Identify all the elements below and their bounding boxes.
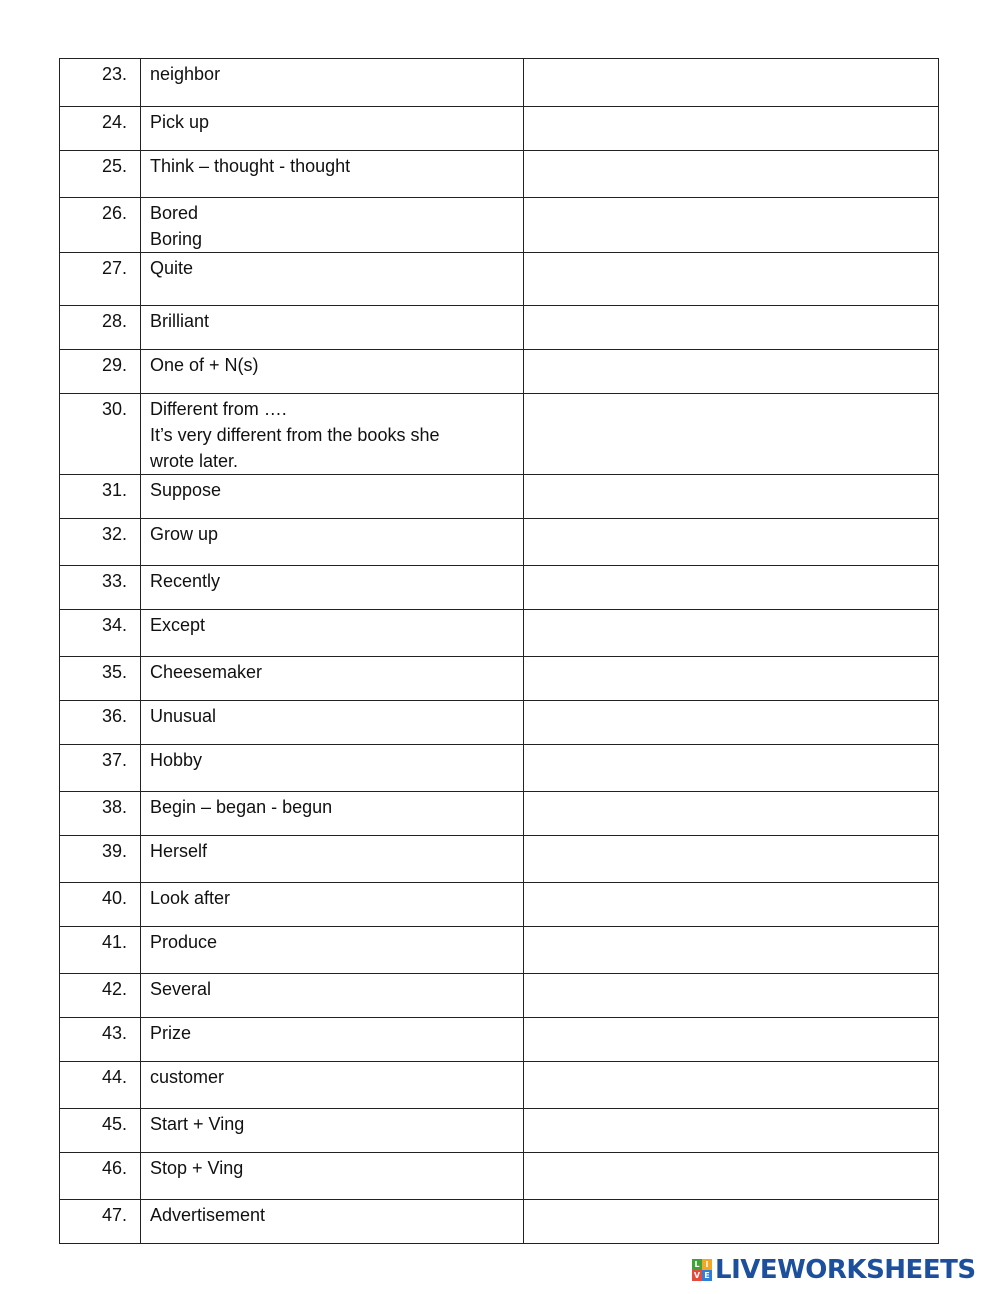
vocabulary-term — [141, 1153, 524, 1200]
table-row — [60, 974, 939, 1018]
vocabulary-term — [141, 253, 524, 306]
item-number: 26. — [60, 198, 141, 253]
answer-cell — [524, 1109, 939, 1153]
item-number: 38. — [60, 792, 141, 836]
vocabulary-term — [141, 883, 524, 927]
logo-badge-square: V — [693, 1271, 701, 1280]
table-row — [60, 306, 939, 350]
vocabulary-term — [141, 1109, 524, 1153]
item-number: 36. — [60, 701, 141, 745]
answer-cell — [524, 792, 939, 836]
term-line: Hobby — [150, 750, 203, 770]
term-line: Boring — [150, 229, 203, 249]
term-line: Pick up — [150, 112, 210, 132]
vocabulary-term — [141, 657, 524, 701]
logo-badge-icon — [692, 1259, 712, 1281]
vocabulary-term — [141, 566, 524, 610]
item-number: 28. — [60, 306, 141, 350]
vocabulary-term — [141, 306, 524, 350]
answer-cell — [524, 198, 939, 253]
vocabulary-term — [141, 974, 524, 1018]
answer-cell — [524, 1018, 939, 1062]
answer-cell — [524, 657, 939, 701]
worksheet-page — [59, 58, 938, 1244]
vocabulary-table-body — [60, 59, 939, 1244]
item-number: 32. — [60, 519, 141, 566]
vocabulary-term — [141, 59, 524, 107]
term-line: wrote later. — [150, 451, 239, 471]
term-line: Herself — [150, 841, 208, 861]
item-number: 23. — [60, 59, 141, 107]
table-row — [60, 836, 939, 883]
table-row — [60, 475, 939, 519]
vocabulary-term — [141, 350, 524, 394]
table-row — [60, 350, 939, 394]
term-line: Brilliant — [150, 311, 210, 331]
item-number: 41. — [60, 927, 141, 974]
item-number: 33. — [60, 566, 141, 610]
table-row — [60, 566, 939, 610]
answer-cell — [524, 107, 939, 151]
answer-cell — [524, 566, 939, 610]
vocabulary-term — [141, 792, 524, 836]
answer-cell — [524, 836, 939, 883]
term-line: Look after — [150, 888, 231, 908]
table-row — [60, 1018, 939, 1062]
logo-wordmark: LIVEWORKSHEETS — [715, 1255, 976, 1285]
item-number: 44. — [60, 1062, 141, 1109]
vocabulary-table — [59, 58, 939, 1244]
term-line: customer — [150, 1067, 225, 1087]
vocabulary-term — [141, 519, 524, 566]
answer-cell — [524, 974, 939, 1018]
answer-cell — [524, 306, 939, 350]
table-row — [60, 107, 939, 151]
item-number: 24. — [60, 107, 141, 151]
table-row — [60, 610, 939, 657]
item-number: 30. — [60, 394, 141, 475]
vocabulary-term — [141, 394, 524, 475]
table-row — [60, 701, 939, 745]
answer-cell — [524, 519, 939, 566]
answer-cell — [524, 701, 939, 745]
answer-cell — [524, 350, 939, 394]
logo-badge-square: L — [692, 1259, 702, 1270]
logo-badge-square: E — [702, 1270, 712, 1281]
answer-cell — [524, 610, 939, 657]
vocabulary-term — [141, 107, 524, 151]
term-line: Bored — [150, 203, 199, 223]
table-row — [60, 745, 939, 792]
table-row — [60, 1062, 939, 1109]
vocabulary-term — [141, 836, 524, 883]
item-number: 27. — [60, 253, 141, 306]
item-number: 37. — [60, 745, 141, 792]
answer-cell — [524, 59, 939, 107]
term-line: Produce — [150, 932, 218, 952]
term-line: Grow up — [150, 524, 219, 544]
answer-cell — [524, 253, 939, 306]
vocabulary-term — [141, 610, 524, 657]
table-row — [60, 1153, 939, 1200]
term-line: One of + N(s) — [150, 355, 259, 375]
term-line: Think – thought - thought — [150, 156, 351, 176]
item-number: 34. — [60, 610, 141, 657]
vocabulary-term — [141, 475, 524, 519]
vocabulary-term — [141, 198, 524, 253]
term-line: Except — [150, 615, 206, 635]
term-line: It’s very different from the books she — [150, 425, 440, 445]
answer-cell — [524, 1153, 939, 1200]
logo-badge-square: I — [702, 1259, 712, 1270]
answer-cell — [524, 1200, 939, 1244]
term-line: Stop + Ving — [150, 1158, 244, 1178]
table-row — [60, 519, 939, 566]
item-number: 29. — [60, 350, 141, 394]
table-row — [60, 657, 939, 701]
item-number: 39. — [60, 836, 141, 883]
term-line: Several — [150, 979, 212, 999]
term-line: Suppose — [150, 480, 222, 500]
item-number: 42. — [60, 974, 141, 1018]
term-line: neighbor — [150, 64, 221, 84]
item-number: 31. — [60, 475, 141, 519]
item-number: 40. — [60, 883, 141, 927]
table-row — [60, 927, 939, 974]
term-line: Quite — [150, 258, 194, 278]
vocabulary-term — [141, 745, 524, 792]
vocabulary-term — [141, 1062, 524, 1109]
item-number: 47. — [60, 1200, 141, 1244]
item-number: 46. — [60, 1153, 141, 1200]
vocabulary-term — [141, 927, 524, 974]
table-row — [60, 883, 939, 927]
table-row — [60, 253, 939, 306]
answer-cell — [524, 151, 939, 198]
vocabulary-term — [141, 701, 524, 745]
term-line: Unusual — [150, 706, 217, 726]
answer-cell — [524, 1062, 939, 1109]
term-line: Begin – began - begun — [150, 797, 333, 817]
vocabulary-term — [141, 1200, 524, 1244]
term-line: Different from …. — [150, 399, 287, 419]
table-row — [60, 792, 939, 836]
term-line: Cheesemaker — [150, 662, 263, 682]
vocabulary-term — [141, 151, 524, 198]
item-number: 25. — [60, 151, 141, 198]
vocabulary-term — [141, 1018, 524, 1062]
answer-cell — [524, 394, 939, 475]
item-number: 45. — [60, 1109, 141, 1153]
answer-cell — [524, 883, 939, 927]
answer-cell — [524, 475, 939, 519]
item-number: 35. — [60, 657, 141, 701]
table-row — [60, 1109, 939, 1153]
table-row — [60, 198, 939, 253]
term-line: Recently — [150, 571, 221, 591]
term-line: Prize — [150, 1023, 192, 1043]
table-row — [60, 59, 939, 107]
table-row — [60, 394, 939, 475]
table-row — [60, 151, 939, 198]
table-row — [60, 1200, 939, 1244]
answer-cell — [524, 745, 939, 792]
liveworksheets-logo — [692, 1254, 976, 1286]
term-line: Start + Ving — [150, 1114, 245, 1134]
item-number: 43. — [60, 1018, 141, 1062]
answer-cell — [524, 927, 939, 974]
term-line: Advertisement — [150, 1205, 266, 1225]
